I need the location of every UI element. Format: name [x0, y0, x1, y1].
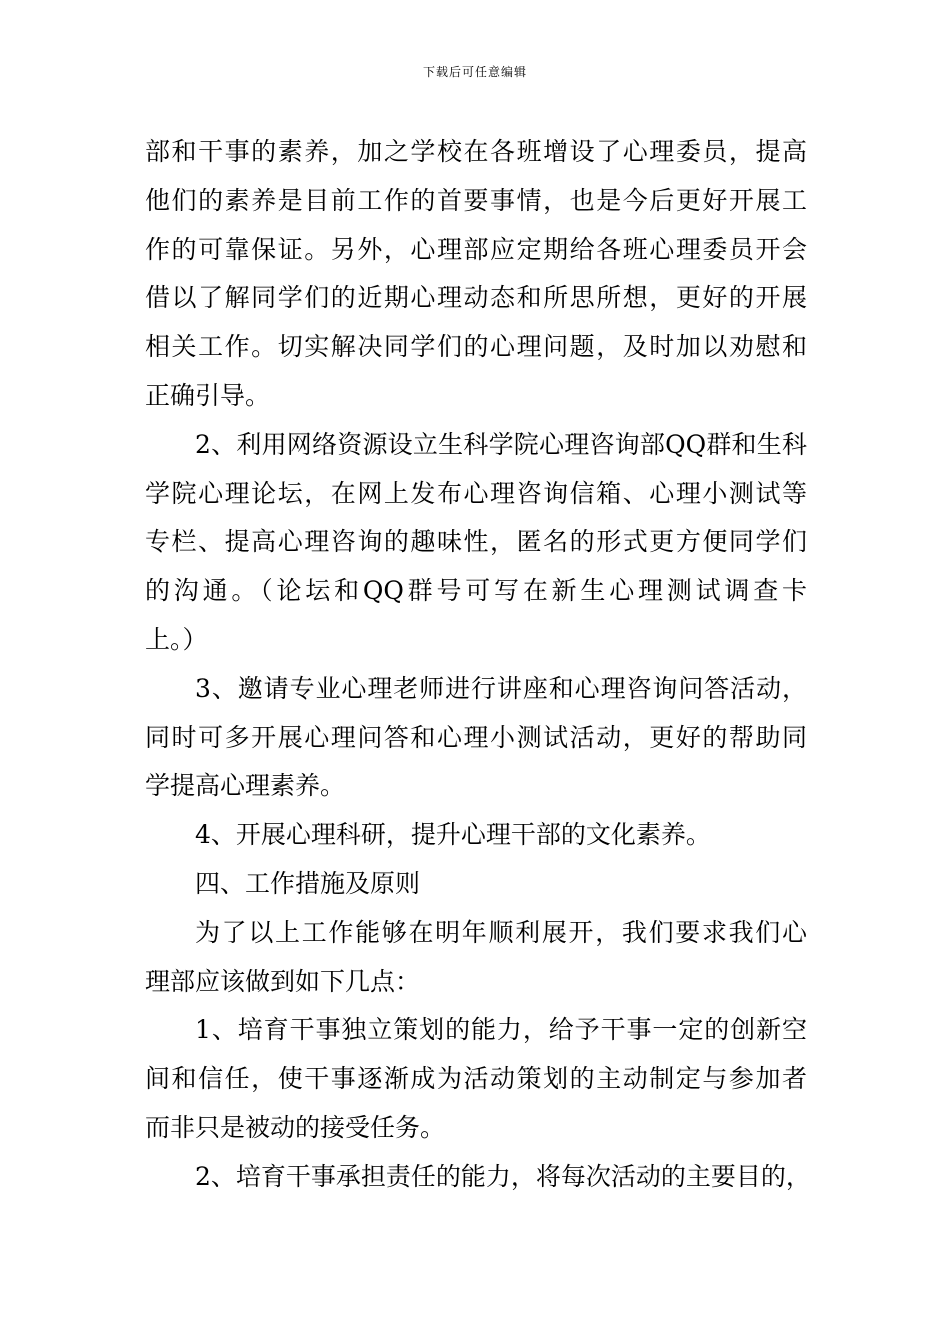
document-body: [145, 128, 811, 1202]
text-line: 专栏、提高心理咨询的趣味性，匿名的形式更方便同学们: [145, 527, 807, 557]
text-line: 学提高心理素养。: [145, 771, 346, 801]
text-line: 相关工作。切实解决同学们的心理问题，及时加以劝慰和: [145, 332, 807, 362]
text-line: 正确引导。: [145, 380, 271, 410]
text-line: 2、利用网络资源设立生科学院心理咨询部QQ群和生科: [195, 429, 807, 459]
text-line: 4、开展心理科研，提升心理干部的文化素养。: [195, 820, 711, 850]
text-line: 而非只是被动的接受任务。: [145, 1112, 446, 1142]
text-line: 间和信任，使干事逐渐成为活动策划的主动制定与参加者: [145, 1064, 807, 1094]
text-line: 理部应该做到如下几点：: [145, 966, 421, 996]
text-line: 上。）: [145, 624, 208, 654]
text-line: 借以了解同学们的近期心理动态和所思所想，更好的开展: [145, 283, 807, 313]
text-line: 1、培育干事独立策划的能力，给予干事一定的创新空: [195, 1015, 807, 1045]
text-line: 的沟通。（论坛和QQ群号可写在新生心理测试调查卡: [145, 576, 807, 606]
text-line: 部和干事的素养，加之学校在各班增设了心理委员，提高: [145, 137, 807, 166]
text-line: 同时可多开展心理问答和心理小测试活动，更好的帮助同: [145, 722, 807, 752]
text-line: 学院心理论坛，在网上发布心理咨询信箱、心理小测试等: [145, 478, 807, 508]
text-line: 作的可靠保证。另外，心理部应定期给各班心理委员开会: [145, 234, 807, 264]
text-line: 为了以上工作能够在明年顺利展开，我们要求我们心: [195, 917, 807, 947]
page-header: 下载后可任意编辑: [422, 65, 527, 79]
section-heading: 四、工作措施及原则: [195, 868, 421, 898]
text-line: 3、邀请专业心理老师进行讲座和心理咨询问答活动，: [195, 673, 807, 703]
text-line: 他们的素养是目前工作的首要事情，也是今后更好开展工: [145, 185, 807, 215]
text-line: 2、培育干事承担责任的能力，将每次活动的主要目的，: [195, 1161, 811, 1191]
